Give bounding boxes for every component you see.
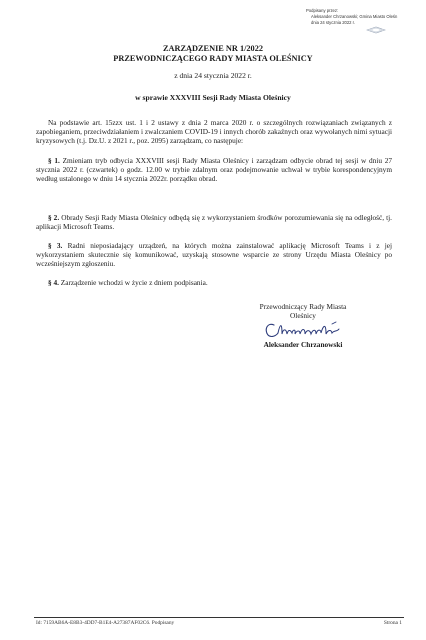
stamp-line-3: dnia 24 stycznia 2022 r.	[311, 20, 355, 25]
section-3-label: § 3.	[48, 241, 63, 250]
document-title: ZARZĄDZENIE NR 1/2022	[162, 44, 264, 53]
signatory-role-line-1: Przewodniczący Rady Miasta	[259, 302, 347, 311]
document-issuer: PRZEWODNICZĄCEGO RADY MIASTA OLEŚNICY	[113, 54, 313, 63]
section-3	[36, 241, 392, 269]
stamp-line-2: Aleksander Chrzanowski; Gmina Miasto Oleśn	[311, 14, 398, 19]
section-2	[36, 213, 392, 231]
section-3-text: Radni nieposiadający urządzeń, na których można zainstalować aplikację Microsoft Teams i z jej wykorzystaniem skutecznie się komunikować, uzyskają stosowne wsparcie ze strony Urzędu Miasta Oleśnicy po wcześniejszym zgłoszeniu.	[36, 241, 393, 269]
digital-signature-stamp	[306, 8, 422, 26]
footer-divider	[34, 617, 404, 618]
document-subject: w sprawie XXXVIII Sesji Rady Miasta Oleśnicy	[135, 93, 291, 102]
legal-basis-paragraph: Na podstawie art. 15zzx ust. 1 i 2 ustawy z dnia 2 marca 2020 r. o szczególnych rozwiązaniach związanych z zapobieganiem, przeciwdziałaniem i zwalczaniem COVID-19 i innych chorób zakaźnych oraz wywołanych nimi sytuacji kryzysowych (t.j. Dz.U. z 2021 r., poz. 2095) zarządzam, co następuje:	[36, 118, 392, 146]
page-number: Strona 1	[383, 620, 402, 626]
stamp-line-1: Podpisany przez:	[306, 8, 339, 13]
section-2-text: Obrady Sesji Rady Miasta Oleśnicy odbędą się z wykorzystaniem środków porozumiewania się na odległość, tj. aplikacji Microsoft Teams.	[36, 213, 392, 232]
section-1	[36, 156, 392, 184]
section-2-label: § 2.	[48, 213, 60, 222]
signatory-role-line-2: Oleśnicy	[290, 311, 316, 320]
section-4	[36, 278, 392, 287]
section-1-text: Zmieniam tryb odbycia XXXVIII sesji Rady Miasta Oleśnicy i zarządzam odbycie obrad tej sesji w dniu 27 stycznia 2022 r. (czwartek) o godz. 12.00 w trybie zdalnym oraz podejmowanie uchwał w trybie korespondencyjnym według ustalonego w dniu 14 stycznia 2022r. porządku obrad.	[36, 156, 393, 184]
signature-check-icon	[366, 26, 386, 34]
document-date: z dnia 24 stycznia 2022 r.	[174, 71, 252, 80]
signatory-name: Aleksander Chrzanowski	[263, 340, 343, 349]
handwritten-signature	[262, 316, 348, 342]
section-4-label: § 4.	[48, 278, 59, 287]
document-id: Id: 7159AB6A-E8B3-4DD7-B1E4-A27387AF02C6. Podpisany	[36, 620, 175, 626]
section-1-label: § 1.	[48, 156, 60, 165]
section-4-text: Zarządzenie wchodzi w życie z dniem podpisania.	[60, 278, 208, 287]
